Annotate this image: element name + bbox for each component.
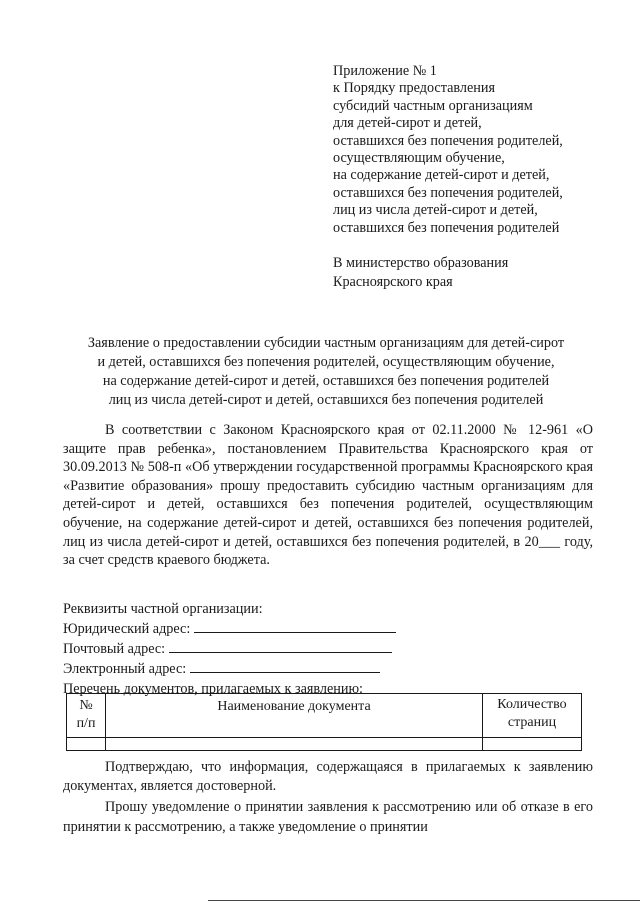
page-edge-line [208, 900, 640, 901]
recipient-line: В министерство образования [333, 255, 509, 271]
title-line: лиц из числа детей-сирот и детей, оставшихся без попечения родителей [108, 392, 544, 408]
title-line: Заявление о предоставлении субсидии частным организациям для детей-сирот [87, 335, 565, 351]
appendix-line: к Порядку предоставления [333, 80, 495, 97]
recipient-line: Красноярского края [333, 274, 453, 290]
email-address-blank[interactable] [190, 659, 380, 673]
recipient-block [333, 254, 623, 292]
title-line: на содержание детей-сирот и детей, оставшихся без попечения родителей [102, 373, 550, 389]
confirm-paragraph: Подтверждаю, что информация, содержащаяся в прилагаемых к заявлению документах, является достоверной. [63, 759, 593, 794]
appendix-line: оставшихся без попечения родителей [333, 219, 560, 236]
table-cell[interactable] [483, 738, 582, 751]
col-name-header: Наименование документа [106, 694, 483, 738]
col-num-line2: п/п [76, 716, 96, 731]
requisites-heading: Реквизиты частной организации: [63, 601, 263, 617]
col-pages-header [483, 694, 582, 738]
postal-address-blank[interactable] [169, 639, 392, 653]
appendix-header [333, 63, 623, 237]
appendix-line: субсидий частным организациям [333, 97, 533, 114]
table-cell[interactable] [67, 738, 106, 751]
appendix-line: оставшихся без попечения родителей, [333, 132, 563, 149]
postal-address-label: Почтовый адрес: [63, 641, 166, 657]
col-pages-line2: страниц [507, 715, 557, 730]
document-title [56, 334, 596, 410]
postal-address-row [63, 639, 603, 659]
notify-paragraph: Прошу уведомление о принятии заявления к рассмотрению или об отказе в его принятии к рассмотрению, а также уведомление о принятии [63, 799, 593, 835]
email-address-row [63, 659, 603, 679]
appendix-line: для детей-сирот и детей, [333, 115, 482, 132]
col-pages-line1: Количество [497, 697, 567, 712]
appendix-line: Приложение № 1 [333, 63, 437, 79]
table-row [67, 738, 582, 751]
documents-table [66, 693, 582, 751]
main-paragraph: В соответствии с Законом Красноярского края от 02.11.2000 № 12-961 «О защите прав ребенка», постановлением Правительства Красноярского края от 30.09.2013 № 508-п «Об утверждении государственной программы Красноярского края «Развитие образования» прошу предоставить субсидию частным организациям для детей-сирот и детей, оставшихся без попечения родителей, осуществляющим обучение, на содержание детей-сирот и детей, оставшихся без попечения родителей, лиц из числа детей-сирот и детей, оставшихся без попечения родителей, в 20___ году, за счет средств краевого бюджета. [63, 422, 593, 569]
documents-list-heading: Перечень документов, прилагаемых к заявлению: [63, 681, 364, 697]
col-num-header [67, 694, 106, 738]
appendix-line: лиц из числа детей-сирот и детей, [333, 202, 538, 219]
requisites-block [63, 599, 603, 699]
table-header-row [67, 694, 582, 738]
appendix-line: оставшихся без попечения родителей, [333, 184, 563, 201]
col-num-line1: № [79, 698, 93, 713]
email-address-label: Электронный адрес: [63, 661, 187, 677]
table-cell[interactable] [106, 738, 483, 751]
legal-address-label: Юридический адрес: [63, 621, 191, 637]
appendix-line: осуществляющим обучение, [333, 150, 505, 167]
legal-address-row [63, 619, 603, 639]
title-line: и детей, оставшихся без попечения родителей, осуществляющим обучение, [97, 354, 555, 370]
legal-address-blank[interactable] [194, 619, 396, 633]
appendix-line: на содержание детей-сирот и детей, [333, 167, 550, 184]
